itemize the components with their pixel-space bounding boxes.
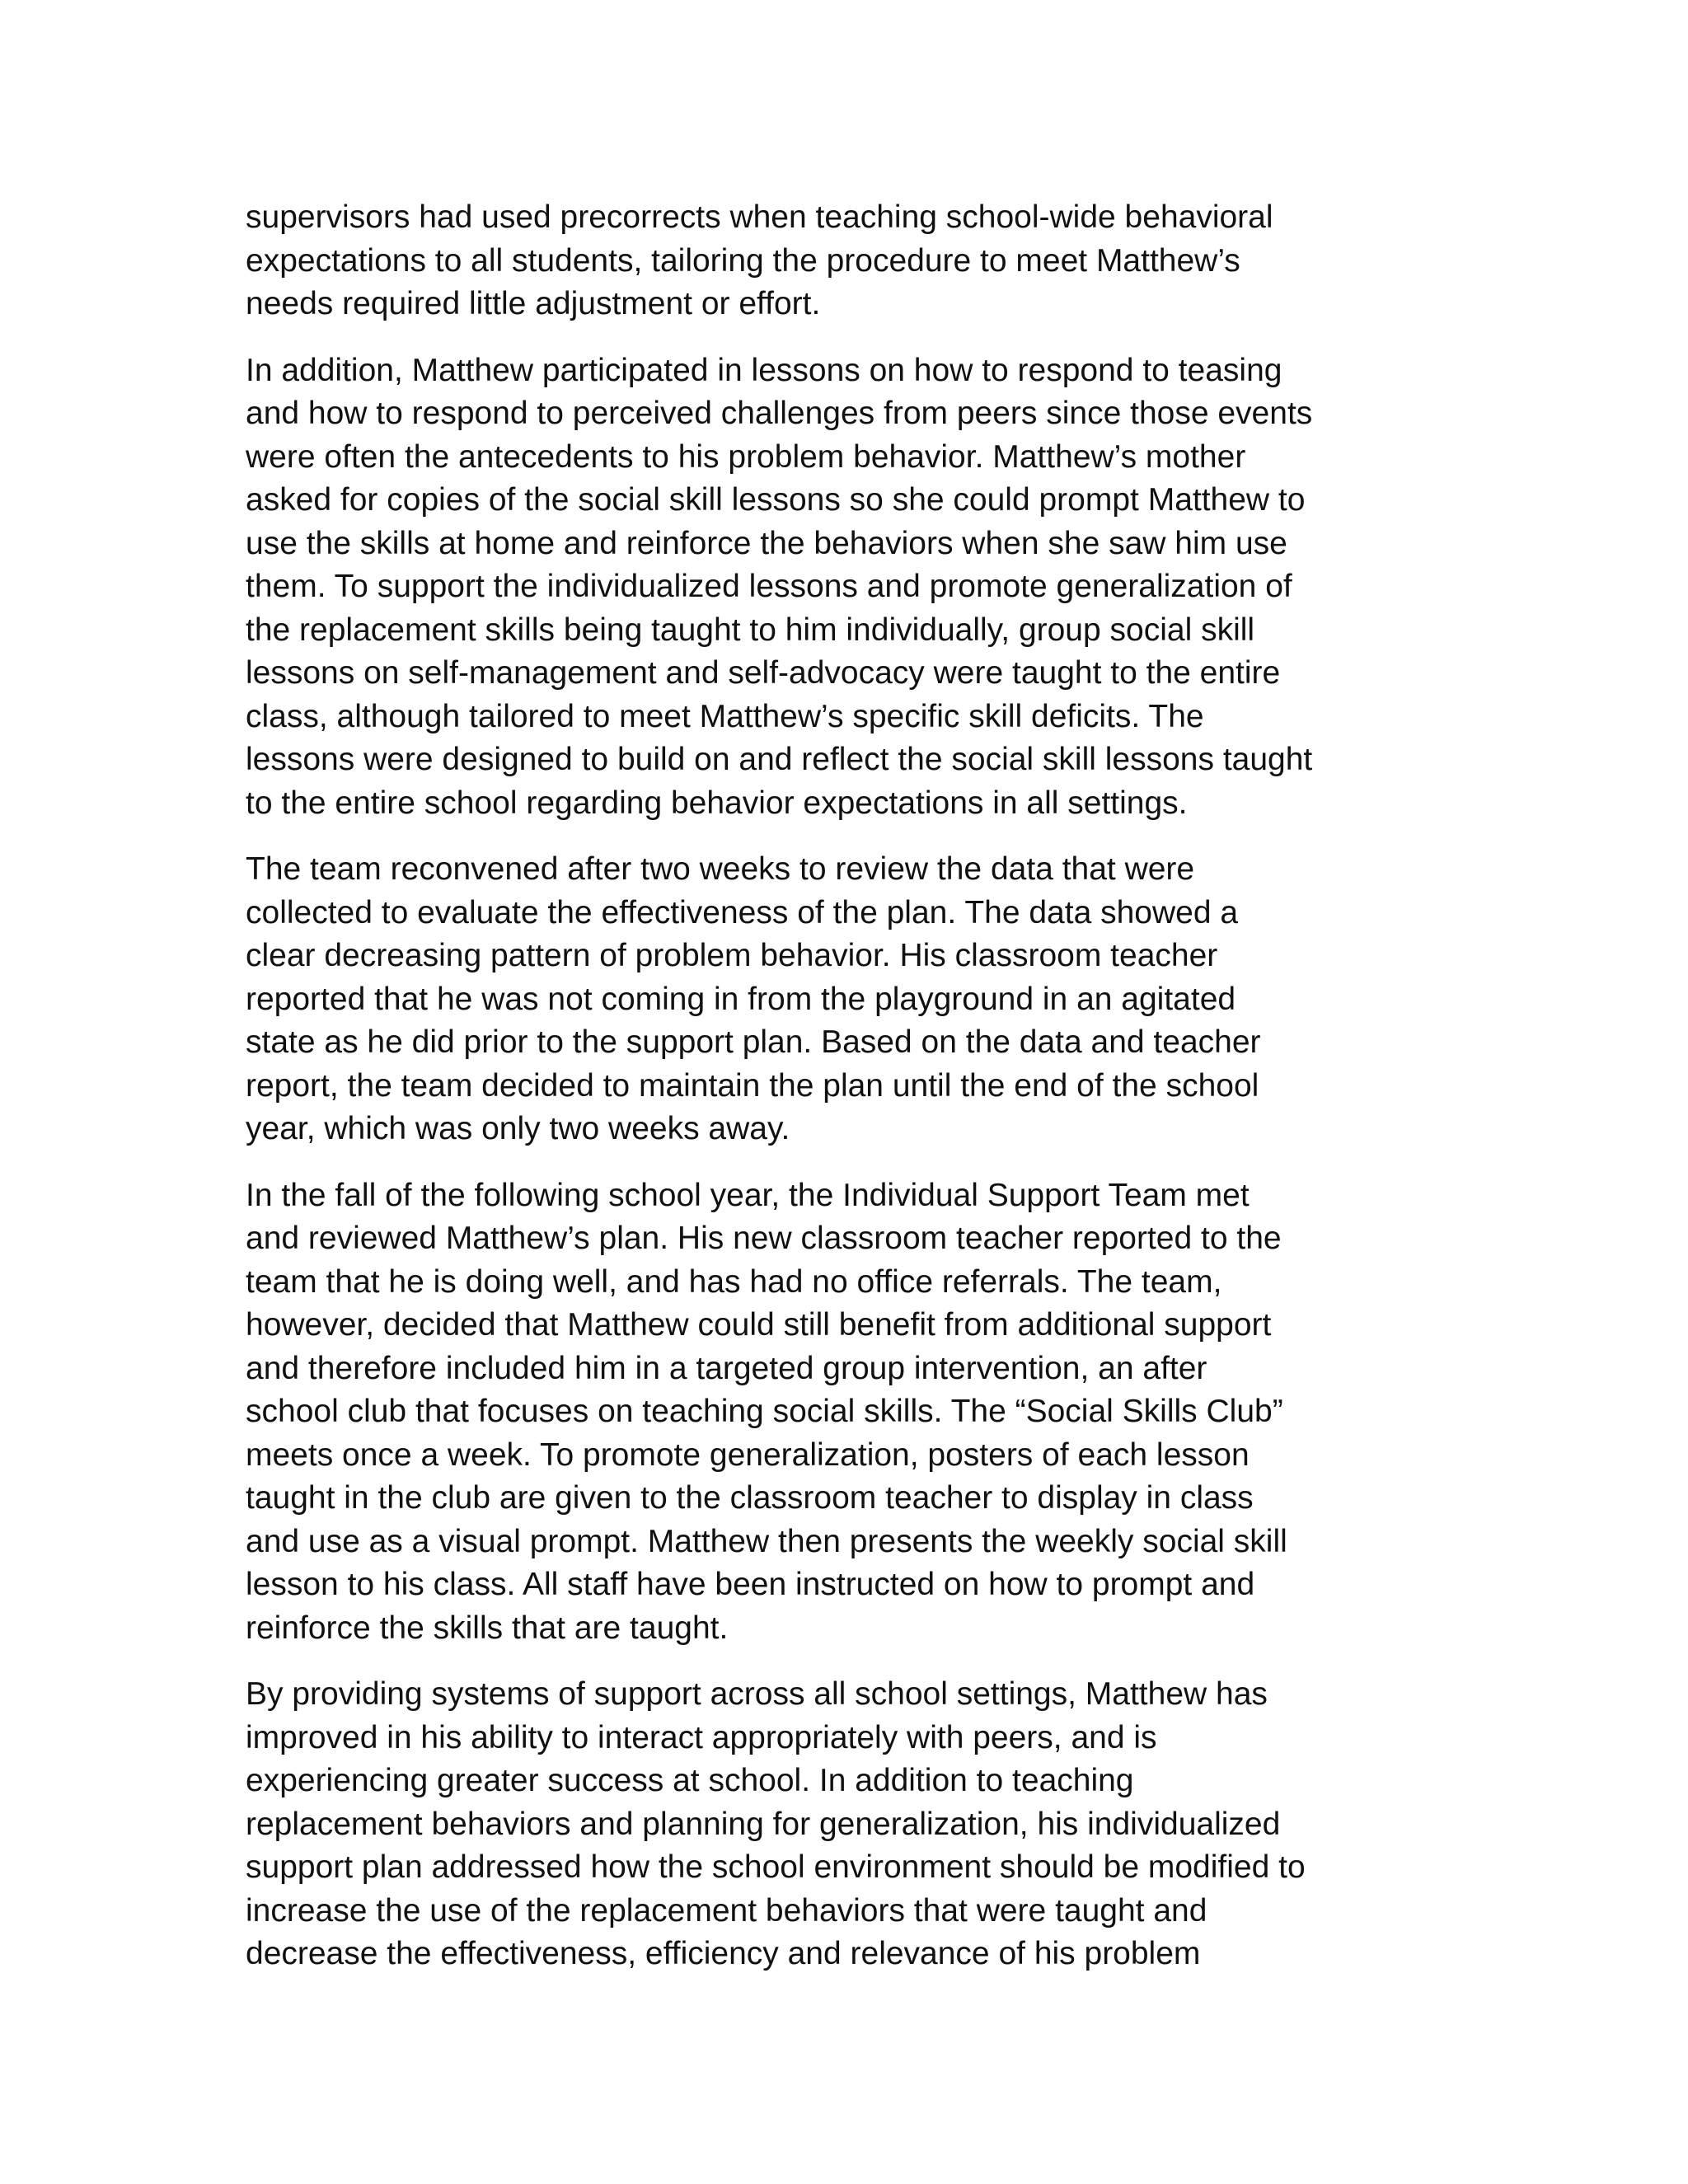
paragraph-4: [246, 1174, 1449, 1651]
paragraph-5: [246, 1673, 1449, 1976]
text-line: The team reconvened after two weeks to review the data that were: [246, 851, 1195, 887]
text-line: year, which was only two weeks away.: [246, 1111, 790, 1146]
paragraph-3: [246, 848, 1449, 1151]
text-line: expectations to all students, tailoring the procedure to meet Matthew’s: [246, 242, 1240, 279]
text-line: and use as a visual prompt. Matthew then presents the weekly social skill: [246, 1523, 1287, 1559]
text-line: clear decreasing pattern of problem behavior. His classroom teacher: [246, 938, 1218, 973]
text-line: taught in the club are given to the classroom teacher to display in class: [246, 1480, 1254, 1516]
text-line: lessons were designed to build on and reflect the social skill lessons taught: [246, 742, 1313, 777]
text-line: the replacement skills being taught to him individually, group social skill: [246, 612, 1255, 648]
text-line: In the fall of the following school year, the Individual Support Team met: [246, 1177, 1250, 1213]
text-line: lesson to his class. All staff have been instructed on how to prompt and: [246, 1567, 1255, 1602]
text-line: school club that focuses on teaching social skills. The “Social Skills Club”: [246, 1394, 1283, 1429]
text-line: report, the team decided to maintain the plan until the end of the school: [246, 1067, 1259, 1104]
text-line: reinforce the skills that are taught.: [246, 1610, 729, 1646]
text-line: collected to evaluate the effectiveness of the plan. The data showed a: [246, 894, 1239, 930]
text-line: lessons on self-management and self-advocacy were taught to the entire: [246, 655, 1281, 691]
text-line: replacement behaviors and planning for generalization, his individualized: [246, 1806, 1281, 1842]
text-line: use the skills at home and reinforce the behaviors when she saw him use: [246, 525, 1287, 561]
text-line: In addition, Matthew participated in lessons on how to respond to teasing: [246, 352, 1282, 388]
text-line: support plan addressed how the school environment should be modified to: [246, 1849, 1306, 1885]
body-text: [246, 196, 1449, 1999]
paragraph-2: [246, 349, 1449, 826]
text-line: meets once a week. To promote generalization, posters of each lesson: [246, 1436, 1250, 1473]
text-line: reported that he was not coming in from the playground in an agitated: [246, 981, 1236, 1017]
paragraph-1: [246, 196, 1449, 326]
text-line: experiencing greater success at school. In addition to teaching: [246, 1763, 1134, 1798]
text-line: decrease the effectiveness, efficiency and relevance of his problem: [246, 1936, 1201, 1971]
text-line: and reviewed Matthew’s plan. His new classroom teacher reported to the: [246, 1221, 1282, 1256]
text-line: state as he did prior to the support plan. Based on the data and teacher: [246, 1024, 1261, 1060]
text-line: asked for copies of the social skill lessons so she could prompt Matthew to: [246, 482, 1306, 518]
text-line: and therefore included him in a targeted group intervention, an after: [246, 1350, 1207, 1386]
text-line: increase the use of the replacement behaviors that were taught and: [246, 1892, 1207, 1929]
text-line: needs required little adjustment or effort.: [246, 286, 821, 321]
text-line: were often the antecedents to his problem behavior. Matthew’s mother: [246, 438, 1246, 475]
text-line: however, decided that Matthew could still benefit from additional support: [246, 1307, 1272, 1343]
text-line: them. To support the individualized lessons and promote generalization of: [246, 569, 1292, 604]
text-line: improved in his ability to interact appropriately with peers, and is: [246, 1719, 1157, 1755]
text-line: class, although tailored to meet Matthew’s specific skill deficits. The: [246, 698, 1204, 734]
text-line: to the entire school regarding behavior expectations in all settings.: [246, 785, 1188, 821]
text-line: supervisors had used precorrects when teaching school-wide behavioral: [246, 199, 1273, 235]
text-line: By providing systems of support across all school settings, Matthew has: [246, 1676, 1268, 1712]
text-line: and how to respond to perceived challenges from peers since those events: [246, 396, 1313, 431]
text-line: team that he is doing well, and has had no office referrals. The team,: [246, 1263, 1222, 1300]
